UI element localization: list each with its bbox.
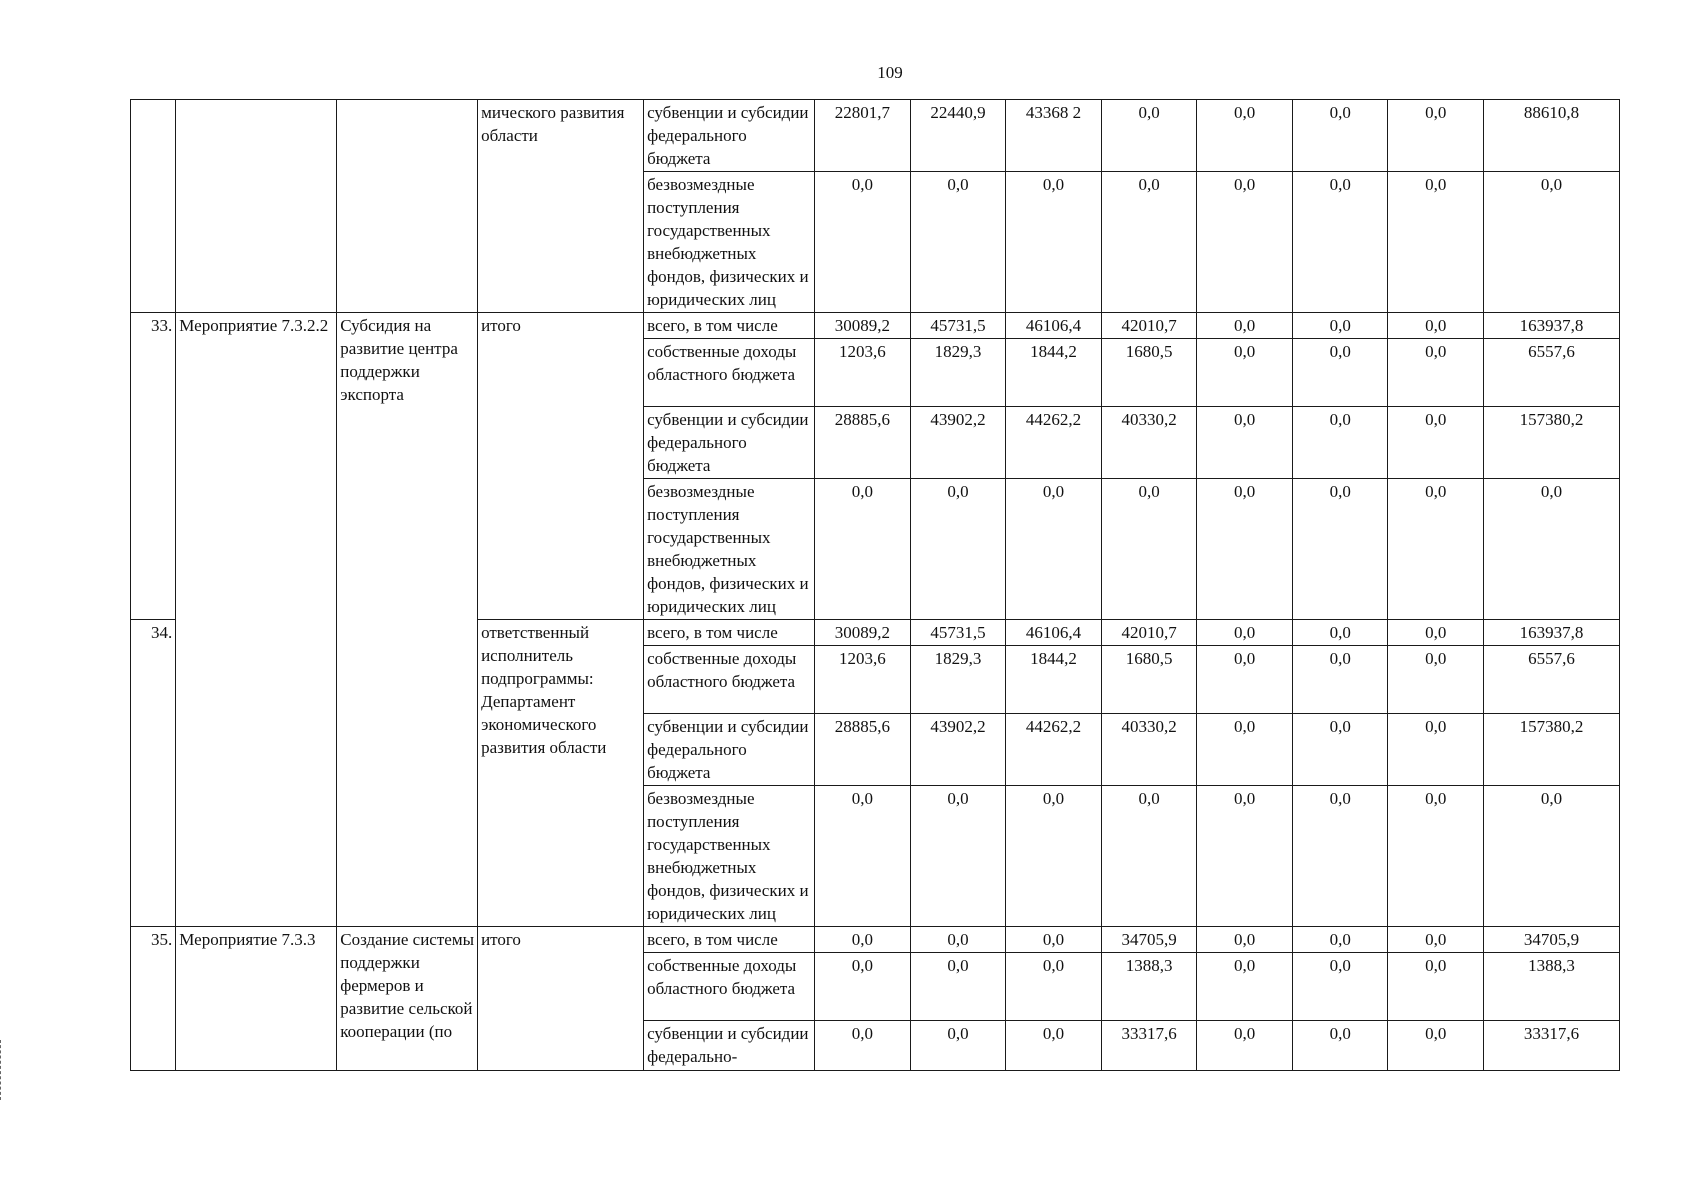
value-cell: 0,0	[815, 927, 911, 953]
value-cell: 0,0	[1197, 1021, 1293, 1071]
value-cell: 0,0	[1006, 172, 1102, 313]
value-cell: 0,0	[1388, 953, 1484, 1021]
value-cell: 0,0	[1006, 953, 1102, 1021]
value-cell: 0,0	[1292, 620, 1388, 646]
funding-source-cell: безвозмездные поступления государственных внебюджетных фондов, физических и юридических лиц	[644, 479, 815, 620]
funding-source-cell: всего, в том числе	[644, 620, 815, 646]
value-cell: 0,0	[1197, 339, 1293, 407]
value-cell: 0,0	[910, 953, 1006, 1021]
funding-source-cell: субвенции и субсидии федерально-	[644, 1021, 815, 1071]
event-cell: Мероприятие 7.3.2.2	[176, 313, 337, 927]
value-cell: 33317,6	[1484, 1021, 1620, 1071]
value-cell: 0,0	[1292, 339, 1388, 407]
value-cell: 0,0	[1388, 646, 1484, 714]
value-cell: 0,0	[1292, 313, 1388, 339]
value-cell: 0,0	[1006, 927, 1102, 953]
value-cell: 0,0	[1197, 714, 1293, 786]
value-cell: 1388,3	[1101, 953, 1197, 1021]
value-cell: 42010,7	[1101, 620, 1197, 646]
value-cell: 0,0	[1388, 1021, 1484, 1071]
value-cell: 40330,2	[1101, 407, 1197, 479]
value-cell: 1844,2	[1006, 646, 1102, 714]
value-cell: 0,0	[1388, 313, 1484, 339]
value-cell: 0,0	[1101, 100, 1197, 172]
value-cell: 1680,5	[1101, 339, 1197, 407]
value-cell: 0,0	[910, 172, 1006, 313]
value-cell: 0,0	[1388, 339, 1484, 407]
value-cell: 1680,5	[1101, 646, 1197, 714]
event-cell: Мероприятие 7.3.3	[176, 927, 337, 1071]
value-cell: 0,0	[1292, 714, 1388, 786]
value-cell: 34705,9	[1101, 927, 1197, 953]
value-cell: 0,0	[1006, 479, 1102, 620]
value-cell: 0,0	[1292, 786, 1388, 927]
value-cell: 46106,4	[1006, 313, 1102, 339]
value-cell: 1203,6	[815, 339, 911, 407]
value-cell: 0,0	[1197, 646, 1293, 714]
value-cell: 0,0	[815, 172, 911, 313]
number-cell	[131, 100, 176, 313]
funding-source-cell: собственные доходы областного бюджета	[644, 646, 815, 714]
funding-source-cell: безвозмездные поступления государственных внебюджетных фондов, физических и юридических лиц	[644, 172, 815, 313]
table-row	[131, 313, 1620, 339]
value-cell: 0,0	[1292, 172, 1388, 313]
executor-cell: мического развития области	[478, 100, 644, 313]
value-cell: 1203,6	[815, 646, 911, 714]
value-cell: 0,0	[815, 953, 911, 1021]
value-cell: 0,0	[910, 927, 1006, 953]
value-cell: 0,0	[1197, 620, 1293, 646]
value-cell: 46106,4	[1006, 620, 1102, 646]
value-cell: 0,0	[1388, 714, 1484, 786]
value-cell: 22801,7	[815, 100, 911, 172]
value-cell: 0,0	[1197, 313, 1293, 339]
value-cell: 30089,2	[815, 313, 911, 339]
name-cell: Создание системы поддержки фермеров и развитие сельской кооперации (по	[337, 927, 478, 1071]
value-cell: 0,0	[1197, 479, 1293, 620]
value-cell: 0,0	[1388, 479, 1484, 620]
value-cell: 0,0	[1388, 407, 1484, 479]
value-cell: 0,0	[1388, 172, 1484, 313]
row-number: 34.	[131, 620, 176, 927]
value-cell: 1388,3	[1484, 953, 1620, 1021]
value-cell: 0,0	[1484, 172, 1620, 313]
value-cell: 44262,2	[1006, 407, 1102, 479]
value-cell: 157380,2	[1484, 714, 1620, 786]
value-cell: 33317,6	[1101, 1021, 1197, 1071]
funding-source-cell: безвозмездные поступления государственных внебюджетных фондов, физических и юридических лиц	[644, 786, 815, 927]
value-cell: 0,0	[1101, 786, 1197, 927]
funding-source-cell: всего, в том числе	[644, 313, 815, 339]
value-cell: 163937,8	[1484, 313, 1620, 339]
value-cell: 0,0	[1388, 786, 1484, 927]
table-row	[131, 927, 1620, 953]
value-cell: 43368 2	[1006, 100, 1102, 172]
value-cell: 0,0	[1292, 953, 1388, 1021]
value-cell: 30089,2	[815, 620, 911, 646]
value-cell: 45731,5	[910, 313, 1006, 339]
value-cell: 34705,9	[1484, 927, 1620, 953]
value-cell: 43902,2	[910, 407, 1006, 479]
value-cell: 0,0	[1292, 927, 1388, 953]
value-cell: 0,0	[1292, 100, 1388, 172]
value-cell: 6557,6	[1484, 339, 1620, 407]
value-cell: 0,0	[815, 1021, 911, 1071]
value-cell: 157380,2	[1484, 407, 1620, 479]
event-cell	[176, 100, 337, 313]
value-cell: 0,0	[910, 479, 1006, 620]
value-cell: 0,0	[910, 786, 1006, 927]
value-cell: 0,0	[1006, 786, 1102, 927]
value-cell: 0,0	[815, 479, 911, 620]
value-cell: 0,0	[1006, 1021, 1102, 1071]
value-cell: 0,0	[1292, 407, 1388, 479]
value-cell: 88610,8	[1484, 100, 1620, 172]
value-cell: 40330,2	[1101, 714, 1197, 786]
value-cell: 1829,3	[910, 339, 1006, 407]
value-cell: 45731,5	[910, 620, 1006, 646]
value-cell: 0,0	[910, 1021, 1006, 1071]
funding-source-cell: субвенции и субсидии федерального бюджета	[644, 100, 815, 172]
value-cell: 0,0	[1292, 646, 1388, 714]
value-cell: 43902,2	[910, 714, 1006, 786]
value-cell: 0,0	[1197, 407, 1293, 479]
value-cell: 163937,8	[1484, 620, 1620, 646]
name-cell: Субсидия на развитие центра поддержки экспорта	[337, 313, 478, 927]
value-cell: 0,0	[1292, 479, 1388, 620]
executor-cell: итого	[478, 313, 644, 620]
value-cell: 0,0	[1388, 620, 1484, 646]
value-cell: 0,0	[1484, 786, 1620, 927]
executor-cell: итого	[478, 927, 644, 1071]
funding-source-cell: субвенции и субсидии федерального бюджета	[644, 714, 815, 786]
funding-source-cell: собственные доходы областного бюджета	[644, 339, 815, 407]
value-cell: 22440,9	[910, 100, 1006, 172]
value-cell: 0,0	[1388, 100, 1484, 172]
table-body	[131, 100, 1620, 1071]
value-cell: 0,0	[815, 786, 911, 927]
value-cell: 0,0	[1484, 479, 1620, 620]
value-cell: 0,0	[1388, 927, 1484, 953]
budget-table	[130, 99, 1620, 1071]
funding-source-cell: субвенции и субсидии федерального бюджета	[644, 407, 815, 479]
value-cell: 28885,6	[815, 407, 911, 479]
value-cell: 1829,3	[910, 646, 1006, 714]
value-cell: 1844,2	[1006, 339, 1102, 407]
value-cell: 6557,6	[1484, 646, 1620, 714]
value-cell: 0,0	[1197, 786, 1293, 927]
value-cell: 0,0	[1292, 1021, 1388, 1071]
name-cell	[337, 100, 478, 313]
value-cell: 0,0	[1197, 172, 1293, 313]
value-cell: 0,0	[1197, 953, 1293, 1021]
row-number: 35.	[131, 927, 176, 1071]
table-row	[131, 100, 1620, 172]
value-cell: 42010,7	[1101, 313, 1197, 339]
row-number: 33.	[131, 313, 176, 620]
page-number: 109	[877, 63, 903, 82]
funding-source-cell: собственные доходы областного бюджета	[644, 953, 815, 1021]
executor-cell: ответственный исполнитель подпрограммы: Департамент экономического развития области	[478, 620, 644, 927]
value-cell: 0,0	[1101, 172, 1197, 313]
value-cell: 44262,2	[1006, 714, 1102, 786]
value-cell: 0,0	[1197, 100, 1293, 172]
value-cell: 28885,6	[815, 714, 911, 786]
margin-mark	[0, 1040, 7, 1100]
value-cell: 0,0	[1101, 479, 1197, 620]
funding-source-cell: всего, в том числе	[644, 927, 815, 953]
value-cell: 0,0	[1197, 927, 1293, 953]
